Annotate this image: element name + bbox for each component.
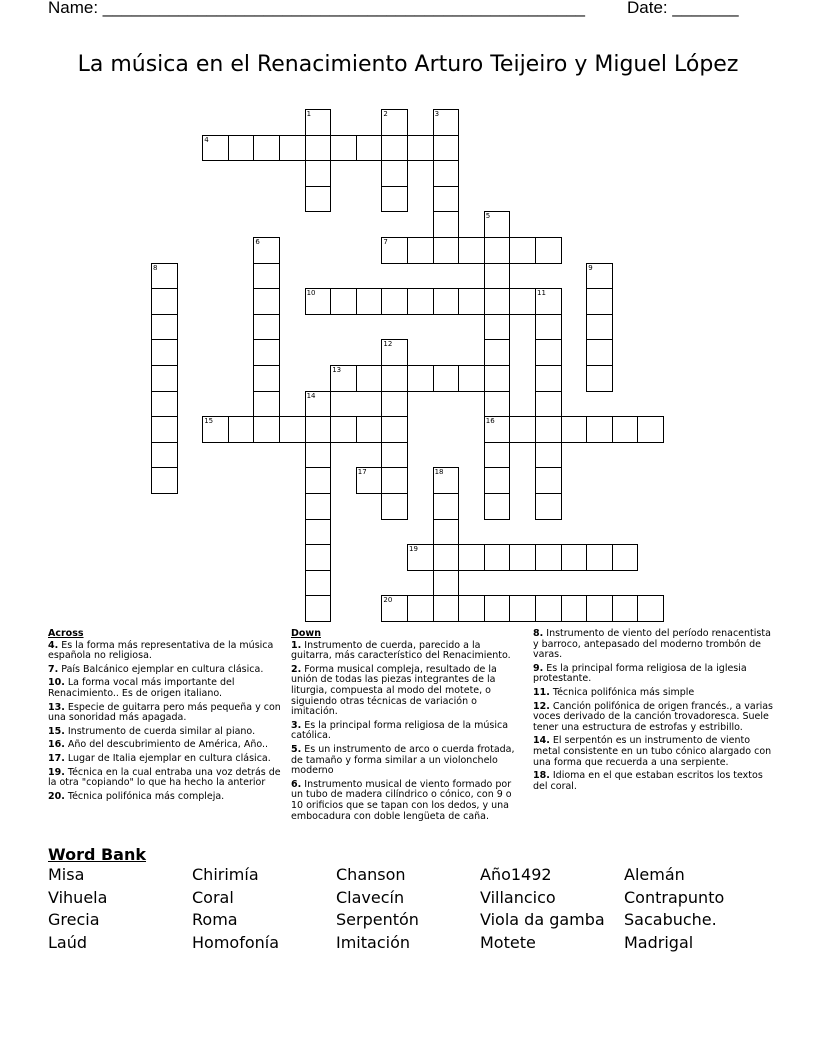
clue-number: 20. <box>48 790 65 802</box>
grid-cell[interactable] <box>535 288 562 315</box>
across-heading: Across <box>48 628 84 639</box>
grid-cell[interactable] <box>253 135 280 162</box>
clue-number: 3 <box>434 110 440 118</box>
grid-cell[interactable] <box>484 288 511 315</box>
clue <box>533 702 773 734</box>
grid-cell[interactable] <box>433 237 460 264</box>
grid-cell[interactable] <box>484 467 511 494</box>
clue-text: Idioma en el que estaban escritos los textos del coral. <box>533 770 763 792</box>
word-bank <box>48 845 768 954</box>
grid-cell[interactable] <box>484 211 511 238</box>
clue <box>48 754 286 765</box>
grid-cell[interactable] <box>535 493 562 520</box>
grid-cell[interactable] <box>381 493 408 520</box>
clue-number: 13. <box>48 701 65 713</box>
grid-cell[interactable] <box>458 544 485 571</box>
clue-number: 8 <box>153 263 158 272</box>
grid-cell[interactable] <box>535 314 562 341</box>
word-bank-item: Chanson <box>336 865 406 884</box>
grid-cell[interactable] <box>433 544 460 571</box>
clue-number: 7 <box>383 238 388 246</box>
clue-number: 19 <box>409 545 418 554</box>
clue-text: Instrumento de cuerda, parecido a la guitarra, más característico del Renacimiento. <box>291 639 511 662</box>
clue-text: Es la forma más representativa de la música española no religiosa. <box>48 639 274 662</box>
word-bank-item: Grecia <box>48 910 100 930</box>
grid-cell[interactable] <box>279 135 306 162</box>
clue-number: 14. <box>533 735 550 747</box>
clue-text: País Balcánico ejemplar en cultura clásica. <box>61 663 264 675</box>
clue-text: Lugar de Italia ejemplar en cultura clásica. <box>67 752 271 764</box>
grid-cell[interactable] <box>612 595 639 622</box>
grid-cell[interactable] <box>202 416 229 443</box>
clue-text: Técnica polifónica más compleja. <box>67 790 225 802</box>
grid-cell[interactable] <box>381 467 408 494</box>
clue <box>48 792 286 803</box>
grid-cell[interactable] <box>151 314 178 341</box>
grid-cell[interactable] <box>458 288 485 315</box>
clue-number: 1 <box>306 110 312 118</box>
word-bank-title: Word Bank <box>48 845 147 864</box>
grid-cell[interactable] <box>637 595 664 622</box>
clue <box>291 780 516 822</box>
grid-cell[interactable] <box>433 109 460 136</box>
grid-cell[interactable] <box>305 160 332 187</box>
clue-text: Técnica en la cual entraba una voz detrás de la otra "copiando" lo que ha hecho la anterior <box>48 766 281 789</box>
grid-cell[interactable] <box>253 339 280 366</box>
grid-cell[interactable] <box>381 237 408 264</box>
grid-cell[interactable] <box>381 288 408 315</box>
clue-text: Canción polifónica de origen francés., a varias voces derivado de la canción trovadoresca. Suele tener una estructura de estrofas y estribillo. <box>533 700 774 733</box>
clue-number: 10. <box>48 677 65 689</box>
grid-cell[interactable] <box>151 416 178 443</box>
grid-cell[interactable] <box>561 416 588 443</box>
down-heading: Down <box>291 628 321 639</box>
grid-cell[interactable] <box>279 416 306 443</box>
clue-number: 16 <box>485 417 495 426</box>
word-bank-item: Laúd <box>48 932 88 952</box>
grid-cell[interactable] <box>484 237 511 264</box>
grid-cell[interactable] <box>433 365 460 392</box>
grid-cell[interactable] <box>330 365 357 392</box>
grid-cell[interactable] <box>305 288 332 315</box>
grid-cell[interactable] <box>433 135 460 162</box>
clue-number: 17. <box>48 752 65 764</box>
grid-cell[interactable] <box>509 416 536 443</box>
grid-cell[interactable] <box>407 237 434 264</box>
clue-number: 5. <box>291 743 302 755</box>
clue-number: 18 <box>434 468 444 477</box>
across-clues <box>48 629 286 805</box>
grid-cell[interactable] <box>305 519 332 546</box>
grid-cell[interactable] <box>151 442 178 469</box>
grid-cell[interactable] <box>228 416 255 443</box>
grid-cell[interactable] <box>151 288 178 315</box>
word-bank-item: Serpentón <box>336 910 419 930</box>
grid-cell[interactable] <box>356 365 383 392</box>
grid-cell[interactable] <box>381 595 408 622</box>
grid-cell[interactable] <box>381 109 408 136</box>
grid-cell[interactable] <box>484 595 511 622</box>
grid-cell[interactable] <box>484 314 511 341</box>
grid-cell[interactable] <box>305 186 332 213</box>
grid-cell[interactable] <box>535 595 562 622</box>
clue-number: 12. <box>533 700 550 712</box>
down-clues <box>291 629 516 825</box>
date-field[interactable]: Date: _______ <box>627 0 739 17</box>
word-bank-item: Homofonía <box>192 932 280 952</box>
grid-cell[interactable] <box>433 211 460 238</box>
grid-cell[interactable] <box>509 237 536 264</box>
grid-cell[interactable] <box>330 135 357 162</box>
grid-cell[interactable] <box>253 365 280 392</box>
grid-cell[interactable] <box>484 442 511 469</box>
grid-cell[interactable] <box>305 544 332 571</box>
grid-cell[interactable] <box>484 391 511 418</box>
clue <box>533 664 773 685</box>
clue <box>48 703 286 724</box>
grid-cell[interactable] <box>535 467 562 494</box>
grid-cell[interactable] <box>535 544 562 571</box>
word-bank-item: Villancico <box>480 887 556 907</box>
grid-cell[interactable] <box>586 595 613 622</box>
clue-number: 6 <box>255 238 260 246</box>
grid-cell[interactable] <box>330 288 357 315</box>
grid-cell[interactable] <box>381 160 408 187</box>
word-bank-item: Año1492 <box>480 865 552 884</box>
grid-cell[interactable] <box>612 416 639 443</box>
clue-text: Instrumento de viento del período renacentista y barroco, antepasado del moderno trombón de varas. <box>533 628 771 661</box>
clue-number: 19. <box>48 766 65 778</box>
clue <box>291 745 516 777</box>
clue-number: 13 <box>332 366 342 374</box>
grid-cell[interactable] <box>484 544 511 571</box>
clue-number: 8. <box>533 628 544 639</box>
grid-cell[interactable] <box>509 544 536 571</box>
clue <box>48 678 286 699</box>
grid-cell[interactable] <box>356 467 383 494</box>
clue-number: 4. <box>48 639 59 651</box>
grid-cell[interactable] <box>381 442 408 469</box>
grid-cell[interactable] <box>305 595 332 622</box>
clue-text: Es la principal forma religiosa de la música católica. <box>291 719 509 742</box>
grid-cell[interactable] <box>561 595 588 622</box>
grid-cell[interactable] <box>253 314 280 341</box>
word-bank-item: Sacabuche. <box>624 910 717 930</box>
clue-text: Es un instrumento de arco o cuerda frotada, de tamaño y forma similar a un violonchelo moderno <box>291 743 515 777</box>
grid-cell[interactable] <box>586 365 613 392</box>
grid-cell[interactable] <box>356 416 383 443</box>
clue-text: Instrumento de cuerda similar al piano. <box>67 725 256 737</box>
word-bank-item: Motete <box>480 932 536 952</box>
clue-text: Especie de guitarra pero más pequeña y con una sonoridad más apagada. <box>48 701 281 724</box>
clue <box>48 641 286 662</box>
grid-cell[interactable] <box>433 519 460 546</box>
grid-cell[interactable] <box>381 339 408 366</box>
clue-text: La forma vocal más importante del Renacimiento.. Es de origen italiano. <box>48 677 235 699</box>
word-bank-item: Roma <box>192 910 238 930</box>
clue-number: 10 <box>306 289 316 298</box>
word-bank-item: Coral <box>192 887 234 907</box>
clue <box>291 721 516 742</box>
grid-cell[interactable] <box>586 339 613 366</box>
word-bank-item: Clavecín <box>336 887 405 907</box>
grid-cell[interactable] <box>586 263 613 290</box>
clue-number: 15 <box>204 417 214 426</box>
page-title: La música en el Renacimiento Arturo Teijeiro y Miguel López <box>77 52 739 77</box>
clue-number: 9 <box>588 263 593 272</box>
clue-number: 7. <box>48 663 59 675</box>
grid-cell[interactable] <box>535 416 562 443</box>
grid-cell[interactable] <box>509 288 536 315</box>
clue-number: 9. <box>533 662 544 674</box>
grid-cell[interactable] <box>535 365 562 392</box>
grid-cell[interactable] <box>305 416 332 443</box>
grid-cell[interactable] <box>305 442 332 469</box>
grid-cell[interactable] <box>305 109 332 136</box>
grid-cell[interactable] <box>484 493 511 520</box>
word-bank-item: Misa <box>48 865 85 884</box>
grid-cell[interactable] <box>535 339 562 366</box>
grid-cell[interactable] <box>637 416 664 443</box>
grid-cell[interactable] <box>253 391 280 418</box>
clue <box>48 768 286 789</box>
grid-cell[interactable] <box>305 391 332 418</box>
clue-number: 3. <box>291 719 302 731</box>
word-bank-item: Viola da gamba <box>480 910 605 930</box>
clue <box>533 736 773 768</box>
grid-cell[interactable] <box>458 365 485 392</box>
word-bank-item: Madrigal <box>624 932 694 952</box>
grid-cell[interactable] <box>561 544 588 571</box>
header <box>48 0 739 18</box>
grid-cell[interactable] <box>305 467 332 494</box>
grid-cell[interactable] <box>151 263 178 290</box>
clue-number: 16. <box>48 739 65 751</box>
grid-cell[interactable] <box>458 595 485 622</box>
grid-cell[interactable] <box>305 135 332 162</box>
clue-number: 2 <box>383 110 388 118</box>
grid-cell[interactable] <box>484 416 511 443</box>
clue-number: 18. <box>533 770 550 782</box>
clue-text: Técnica polifónica más simple <box>552 686 695 698</box>
clue-text: Instrumento musical de viento formado por un tubo de madera cilíndrico o cónico, con 9 o 10 orificios que se tapan con los dedos, y una embocadura con doble lengüeta de caña. <box>291 778 512 822</box>
word-bank-item: Imitación <box>336 932 410 952</box>
clue-number: 11 <box>537 289 546 298</box>
grid-cell[interactable] <box>535 237 562 264</box>
clue-number: 14 <box>306 391 316 400</box>
clue-number: 1. <box>291 639 302 651</box>
grid-cell[interactable] <box>433 570 460 597</box>
grid-cell[interactable] <box>433 160 460 187</box>
grid-cell[interactable] <box>484 365 511 392</box>
clue-number: 15. <box>48 725 65 737</box>
grid-cell[interactable] <box>228 135 255 162</box>
grid-cell[interactable] <box>381 135 408 162</box>
grid-cell[interactable] <box>407 544 434 571</box>
clue-number: 17 <box>357 468 367 477</box>
clue-number: 2. <box>291 663 302 675</box>
grid-cell[interactable] <box>381 186 408 213</box>
grid-cell[interactable] <box>433 493 460 520</box>
clue <box>48 727 286 738</box>
word-bank-item: Contrapunto <box>624 887 725 907</box>
grid-cell[interactable] <box>407 595 434 622</box>
grid-cell[interactable] <box>433 467 460 494</box>
grid-cell[interactable] <box>407 365 434 392</box>
grid-cell[interactable] <box>305 570 332 597</box>
grid-cell[interactable] <box>458 237 485 264</box>
grid-cell[interactable] <box>356 288 383 315</box>
down-clues-continued <box>533 629 773 795</box>
clue-text: Forma musical compleja, resultado de la unión de todas las piezas integrantes de la liturgia, compuesta al modo del motete, o siguiendo otras técnicas de variación o imitación. <box>291 663 497 718</box>
grid-cell[interactable] <box>202 135 229 162</box>
clue-text: Es la principal forma religiosa de la iglesia protestante. <box>533 662 747 685</box>
grid-cell[interactable] <box>253 288 280 315</box>
word-bank-item: Vihuela <box>48 887 108 907</box>
grid-cell[interactable] <box>407 288 434 315</box>
grid-cell[interactable] <box>253 263 280 290</box>
clue-number: 6. <box>291 778 302 790</box>
clue-number: 5 <box>485 212 491 221</box>
clue <box>48 740 286 751</box>
clue <box>48 665 286 676</box>
grid-cell[interactable] <box>586 314 613 341</box>
grid-cell[interactable] <box>330 416 357 443</box>
word-bank-item: Chirimía <box>192 865 259 884</box>
name-field[interactable]: Name: ___________________________________________________ <box>48 0 585 17</box>
grid-cell[interactable] <box>586 544 613 571</box>
grid-cell[interactable] <box>305 493 332 520</box>
clue <box>533 771 773 792</box>
grid-cell[interactable] <box>151 467 178 494</box>
grid-cell[interactable] <box>433 595 460 622</box>
grid-cell[interactable] <box>433 288 460 315</box>
clue-text: Año del descubrimiento de América, Año.. <box>67 739 269 751</box>
clue <box>533 629 773 661</box>
word-bank-item: Alemán <box>624 865 685 884</box>
grid-cell[interactable] <box>535 391 562 418</box>
grid-cell[interactable] <box>407 135 434 162</box>
grid-cell[interactable] <box>356 135 383 162</box>
clue-number: 11. <box>533 686 550 698</box>
grid-cell[interactable] <box>612 544 639 571</box>
clue <box>291 641 516 662</box>
grid-cell[interactable] <box>484 263 511 290</box>
clue-number: 12 <box>383 340 393 349</box>
grid-cell[interactable] <box>151 365 178 392</box>
grid-cell[interactable] <box>381 365 408 392</box>
clue <box>533 688 773 699</box>
grid-cell[interactable] <box>535 442 562 469</box>
grid-cell[interactable] <box>151 391 178 418</box>
grid-cell[interactable] <box>381 416 408 443</box>
grid-cell[interactable] <box>433 186 460 213</box>
grid-cell[interactable] <box>253 237 280 264</box>
clue <box>291 665 516 718</box>
grid-cell[interactable] <box>151 339 178 366</box>
clue-number: 4 <box>204 135 209 144</box>
grid-cell[interactable] <box>484 339 511 366</box>
grid-cell[interactable] <box>586 288 613 315</box>
grid-cell[interactable] <box>586 416 613 443</box>
grid-cell[interactable] <box>253 416 280 443</box>
clue-number: 20 <box>383 596 393 605</box>
grid-cell[interactable] <box>381 391 408 418</box>
grid-cell[interactable] <box>509 595 536 622</box>
clue-text: El serpentón es un instrumento de viento metal consistente en un tubo cónico alargado con una forma que recuerda a una serpiente. <box>533 735 772 768</box>
